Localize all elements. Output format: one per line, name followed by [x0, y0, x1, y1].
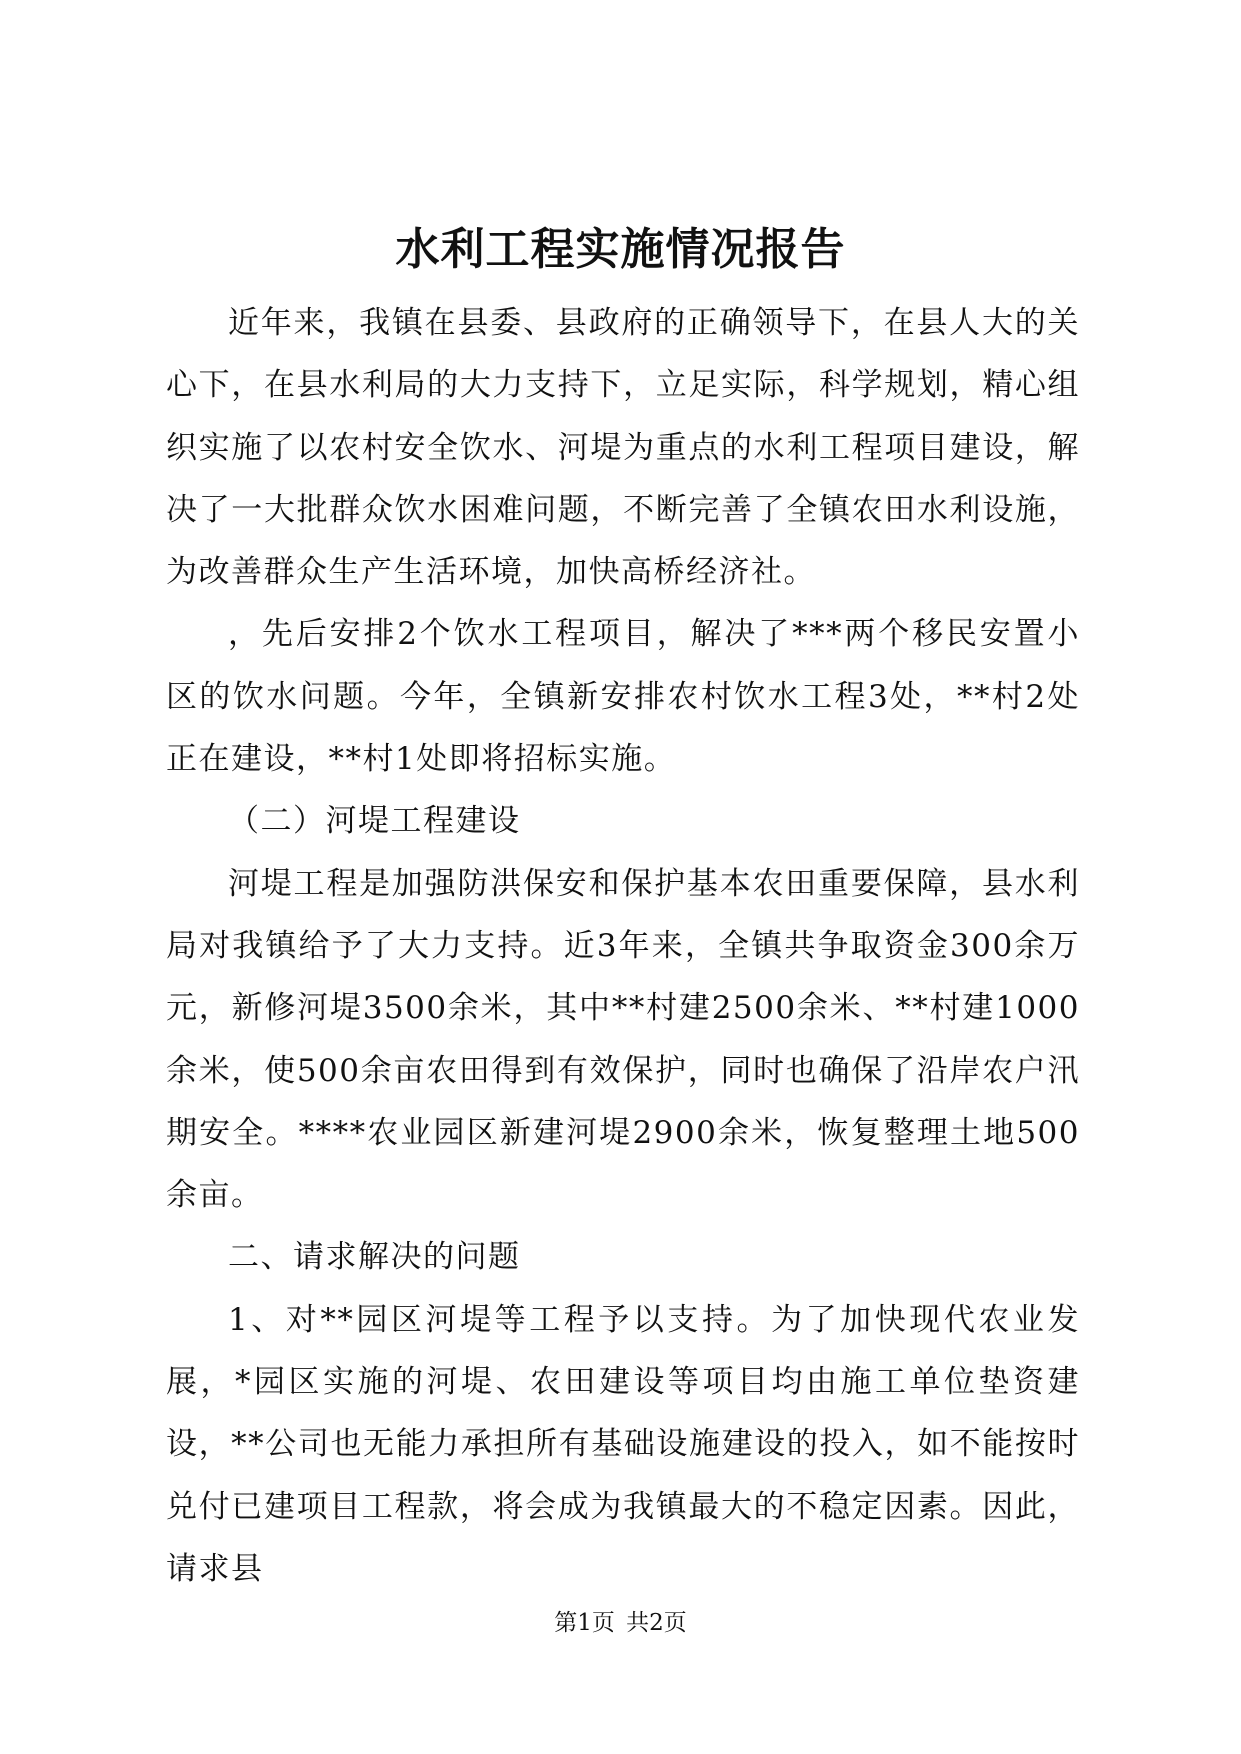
paragraph-request-1: 1、对**园区河堤等工程予以支持。为了加快现代农业发展，*园区实施的河堤、农田建设等项目均由施工单位垫资建设，**公司也无能力承担所有基础设施建设的投入，如不能按时兑付已建项目工程款，将会成为我镇最大的不稳定因素。因此，请求县 — [166, 1301, 1080, 1587]
document-title: 水利工程实施情况报告 — [395, 224, 846, 275]
section-heading-embankment: （二）河堤工程建设 — [228, 803, 521, 840]
paragraph-intro: 近年来，我镇在县委、县政府的正确领导下，在县人大的关心下，在县水利局的大力支持下，立足实际，科学规划，精心组织实施了以农村安全饮水、河堤为重点的水利工程项目建设，解决了一大批群众饮水困难问题，不断完善了全镇农田水利设施，为改善群众生产生活环境，加快高桥经济社。 — [166, 305, 1080, 591]
document-body — [166, 292, 1080, 1600]
paragraph-embankment: 河堤工程是加强防洪保安和保护基本农田重要保障，县水利局对我镇给予了大力支持。近3年来，全镇共争取资金300余万元，新修河堤3500余米，其中**村建2500余米、**村建1000余米，使500余亩农田得到有效保护，同时也确保了沿岸农户汛期安全。****农业园区新建河堤2900余米，恢复整理土地500余亩。 — [166, 865, 1080, 1214]
page-total: 共2页 — [626, 1610, 687, 1636]
page-number: 第1页 — [554, 1610, 615, 1636]
section-heading-requests: 二、请求解决的问题 — [228, 1239, 521, 1276]
paragraph-drinking-water: ，先后安排2个饮水工程项目，解决了***两个移民安置小区的饮水问题。今年，全镇新安排农村饮水工程3处，**村2处正在建设，**村1处即将招标实施。 — [166, 616, 1080, 778]
page-footer — [0, 1608, 1241, 1638]
